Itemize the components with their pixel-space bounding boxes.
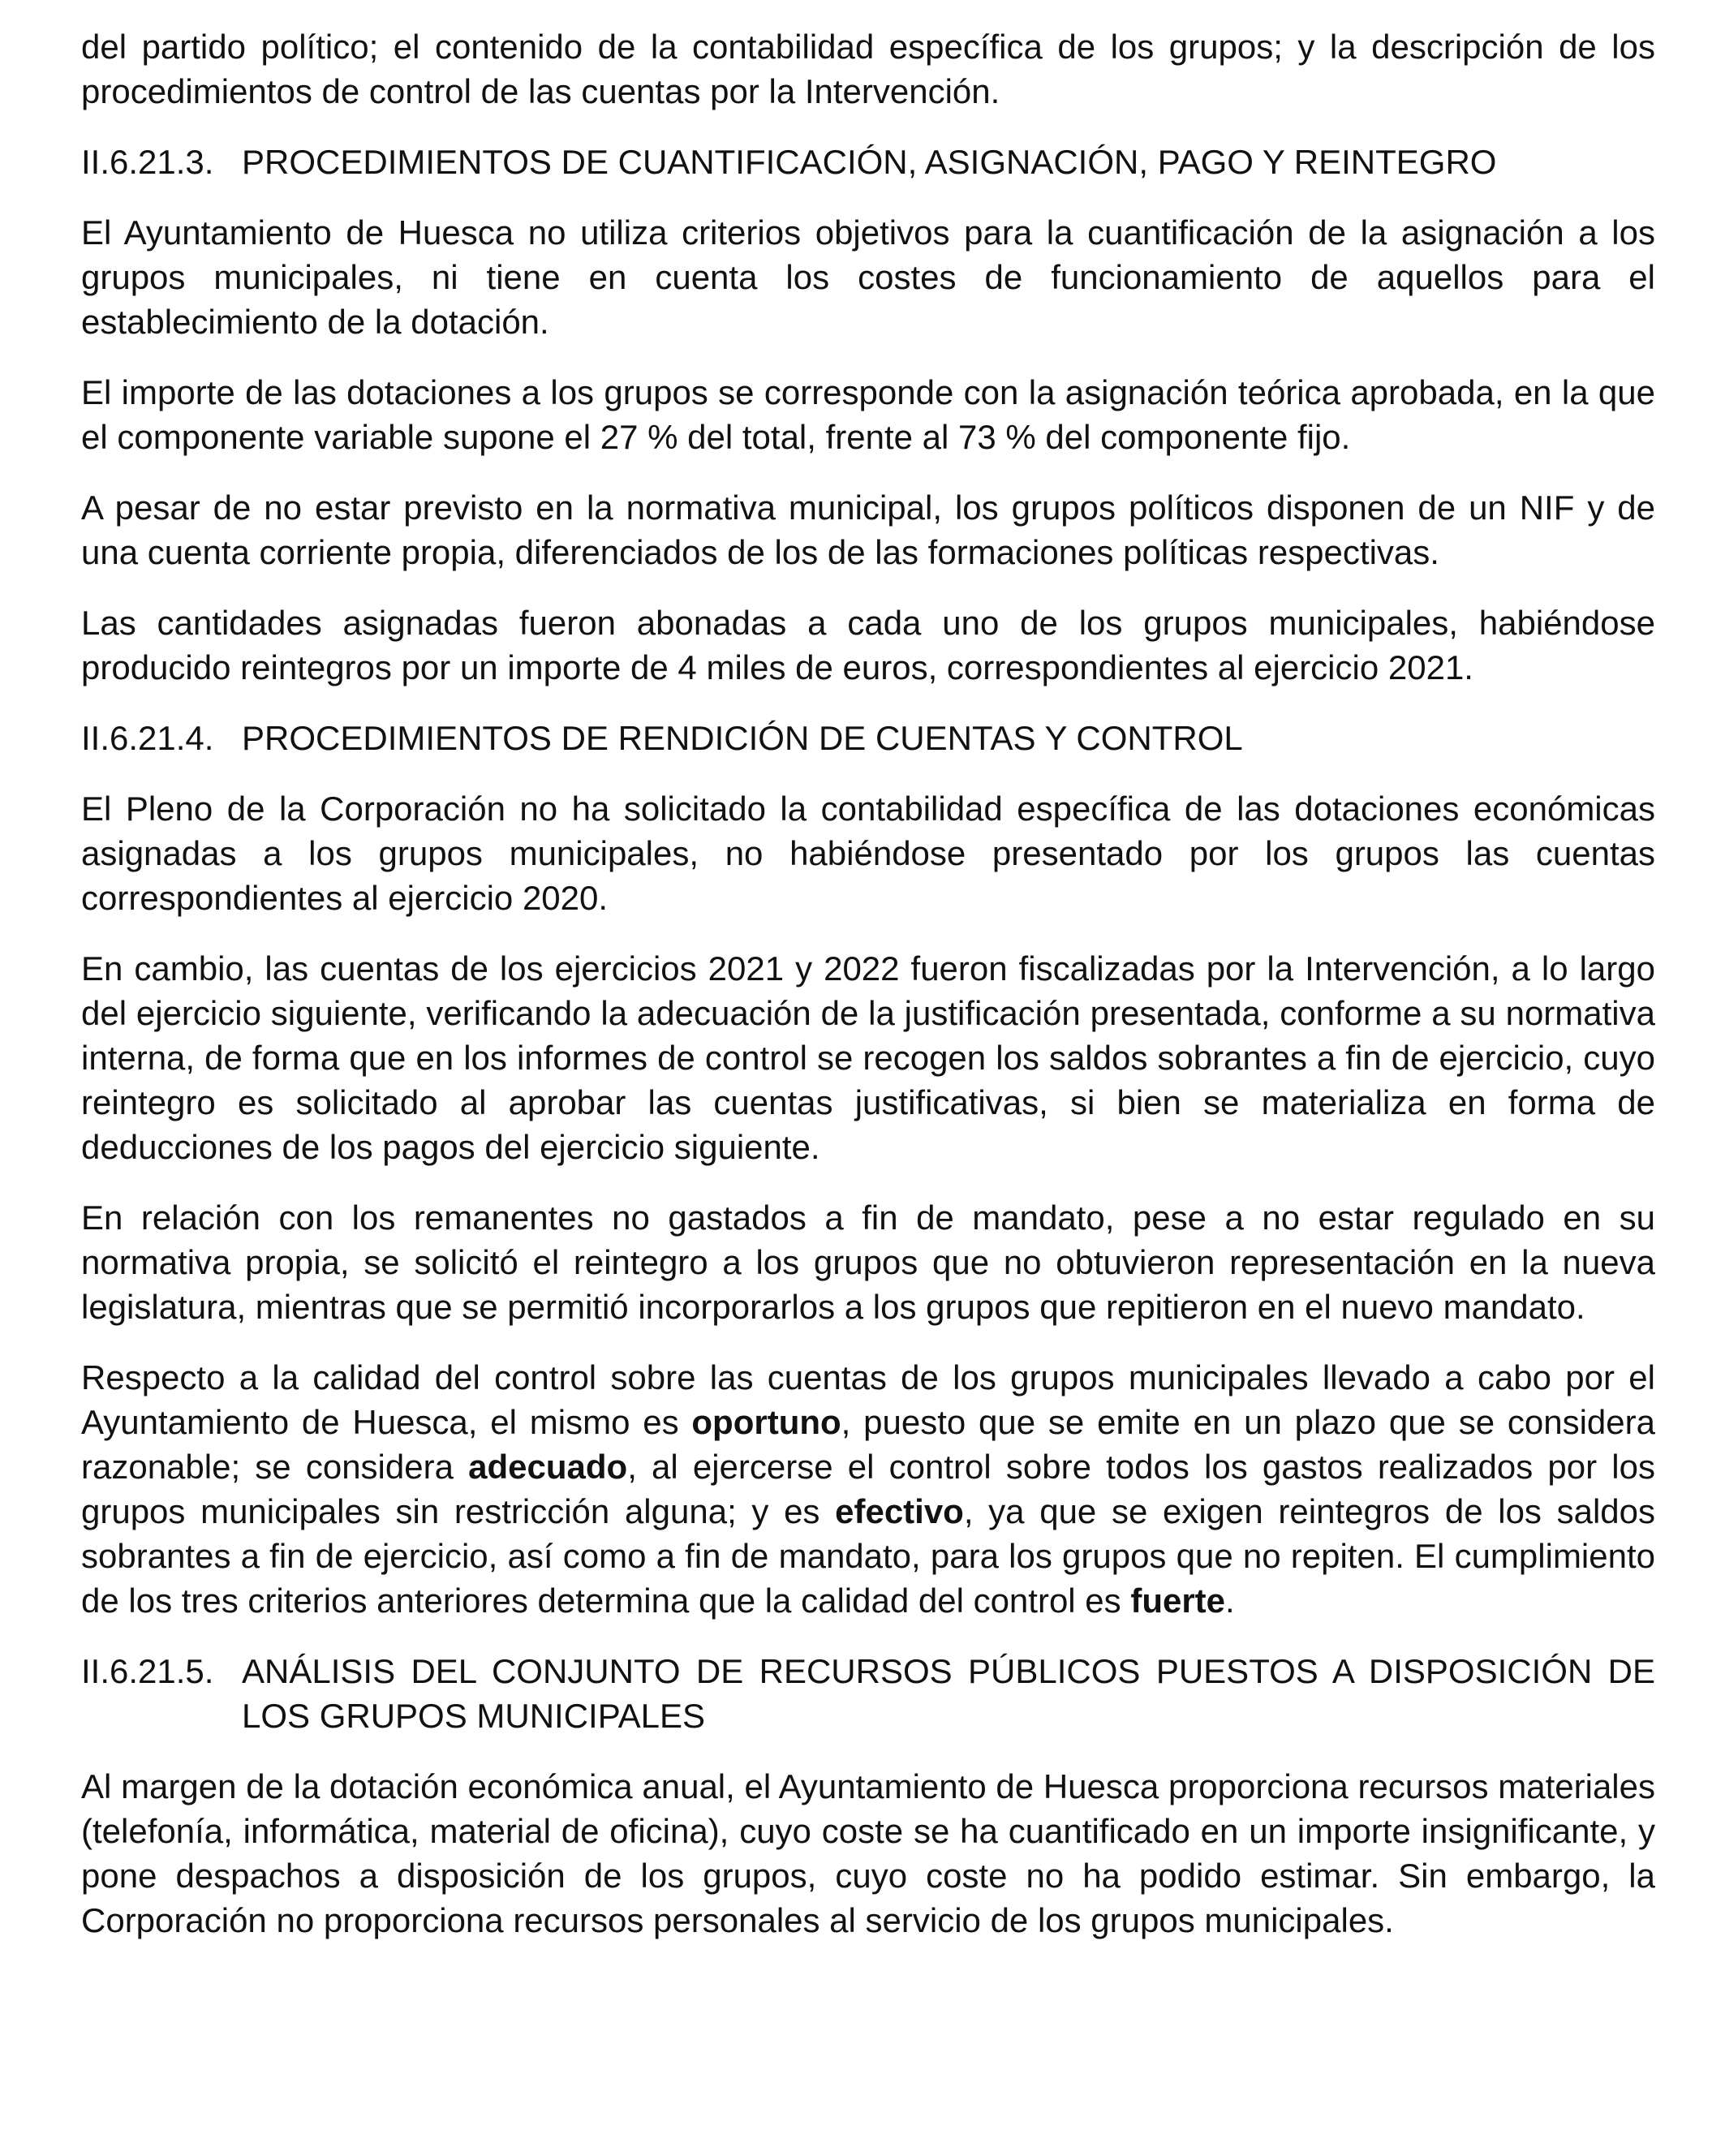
- quality-term-oportuno: oportuno: [691, 1403, 841, 1441]
- body-paragraph: Al margen de la dotación económica anual, el Ayuntamiento de Huesca proporciona recursos materiales (telefonía, informática, material de oficina), cuyo coste se ha cuantificado en un importe insignificante, y pone despachos a disposición de los grupos, cuyo coste no ha podido estimar. Sin embargo, la Corporación no proporciona recursos personales al servicio de los grupos municipales.: [81, 1767, 1655, 1939]
- section-heading-3: [81, 140, 1655, 184]
- body-paragraph: Las cantidades asignadas fueron abonadas a cada uno de los grupos municipales, habiéndose producido reintegros por un importe de 4 miles de euros, correspondientes al ejercicio 2021.: [81, 604, 1655, 686]
- section-number: II.6.21.4.: [81, 719, 214, 757]
- quality-text: , al ejercerse el control sobre todos los gastos realizados por los grupos municipales sin restricción alguna; y es: [81, 1448, 1655, 1530]
- quality-text: .: [1225, 1581, 1235, 1620]
- quality-term-adecuado: adecuado: [468, 1448, 628, 1486]
- quality-term-fuerte: fuerte: [1130, 1581, 1226, 1620]
- body-paragraph: El importe de las dotaciones a los grupos se corresponde con la asignación teórica aprobada, en la que el componente variable supone el 27 % del total, frente al 73 % del componente fijo.: [81, 373, 1655, 456]
- quality-term-efectivo: efectivo: [835, 1492, 964, 1530]
- section-heading-4: [81, 716, 1655, 760]
- section-number: II.6.21.5.: [81, 1652, 214, 1690]
- quality-paragraph: [81, 1355, 1655, 1623]
- intro-paragraph: del partido político; el contenido de la contabilidad específica de los grupos; y la descripción de los procedimientos de control de las cuentas por la Intervención.: [81, 28, 1655, 110]
- body-paragraph: A pesar de no estar previsto en la normativa municipal, los grupos políticos disponen de un NIF y de una cuenta corriente propia, diferenciados de los de las formaciones políticas respectivas.: [81, 488, 1655, 571]
- body-paragraph: En relación con los remanentes no gastados a fin de mandato, pese a no estar regulado en su normativa propia, se solicitó el reintegro a los grupos que no obtuvieron representación en la nueva legislatura, mientras que se permitió incorporarlos a los grupos que repitieron en el nuevo mandato.: [81, 1198, 1655, 1326]
- document-page: [81, 24, 1655, 1969]
- quality-text: Respecto a la calidad del control sobre las cuentas de los grupos municipales llevado a cabo por el Ayuntamiento de Huesca, el mismo es: [81, 1358, 1655, 1441]
- body-paragraph: El Pleno de la Corporación no ha solicitado la contabilidad específica de las dotaciones económicas asignadas a los grupos municipales, no habiéndose presentado por los grupos las cuentas correspondientes al ejercicio 2020.: [81, 790, 1655, 917]
- body-paragraph: El Ayuntamiento de Huesca no utiliza criterios objetivos para la cuantificación de la asignación a los grupos municipales, ni tiene en cuenta los costes de funcionamiento de aquellos para el establecimiento de la dotación.: [81, 213, 1655, 341]
- body-paragraph: En cambio, las cuentas de los ejercicios 2021 y 2022 fueron fiscalizadas por la Intervención, a lo largo del ejercicio siguiente, verificando la adecuación de la justificación presentada, conforme a su normativa interna, de forma que en los informes de control se recogen los saldos sobrantes a fin de ejercicio, cuyo reintegro es solicitado al aprobar las cuentas justificativas, si bien se materializa en forma de deducciones de los pagos del ejercicio siguiente.: [81, 949, 1655, 1166]
- section-title: PROCEDIMIENTOS DE CUANTIFICACIÓN, ASIGNACIÓN, PAGO Y REINTEGRO: [242, 143, 1497, 181]
- quality-text: , puesto que se emite en un plazo que se considera razonable; se considera: [81, 1403, 1655, 1486]
- section-title: ANÁLISIS DEL CONJUNTO DE RECURSOS PÚBLICOS PUESTOS A DISPOSICIÓN DE LOS GRUPOS MUNICIPALES: [242, 1652, 1655, 1735]
- section-number: II.6.21.3.: [81, 143, 214, 181]
- section-title: PROCEDIMIENTOS DE RENDICIÓN DE CUENTAS Y CONTROL: [242, 719, 1243, 757]
- quality-text: , ya que se exigen reintegros de los saldos sobrantes a fin de ejercicio, así como a fin de mandato, para los grupos que no repiten. El cumplimiento de los tres criterios anteriores determina que la calidad del control es: [81, 1492, 1656, 1620]
- section-heading-5: [81, 1649, 1655, 1738]
